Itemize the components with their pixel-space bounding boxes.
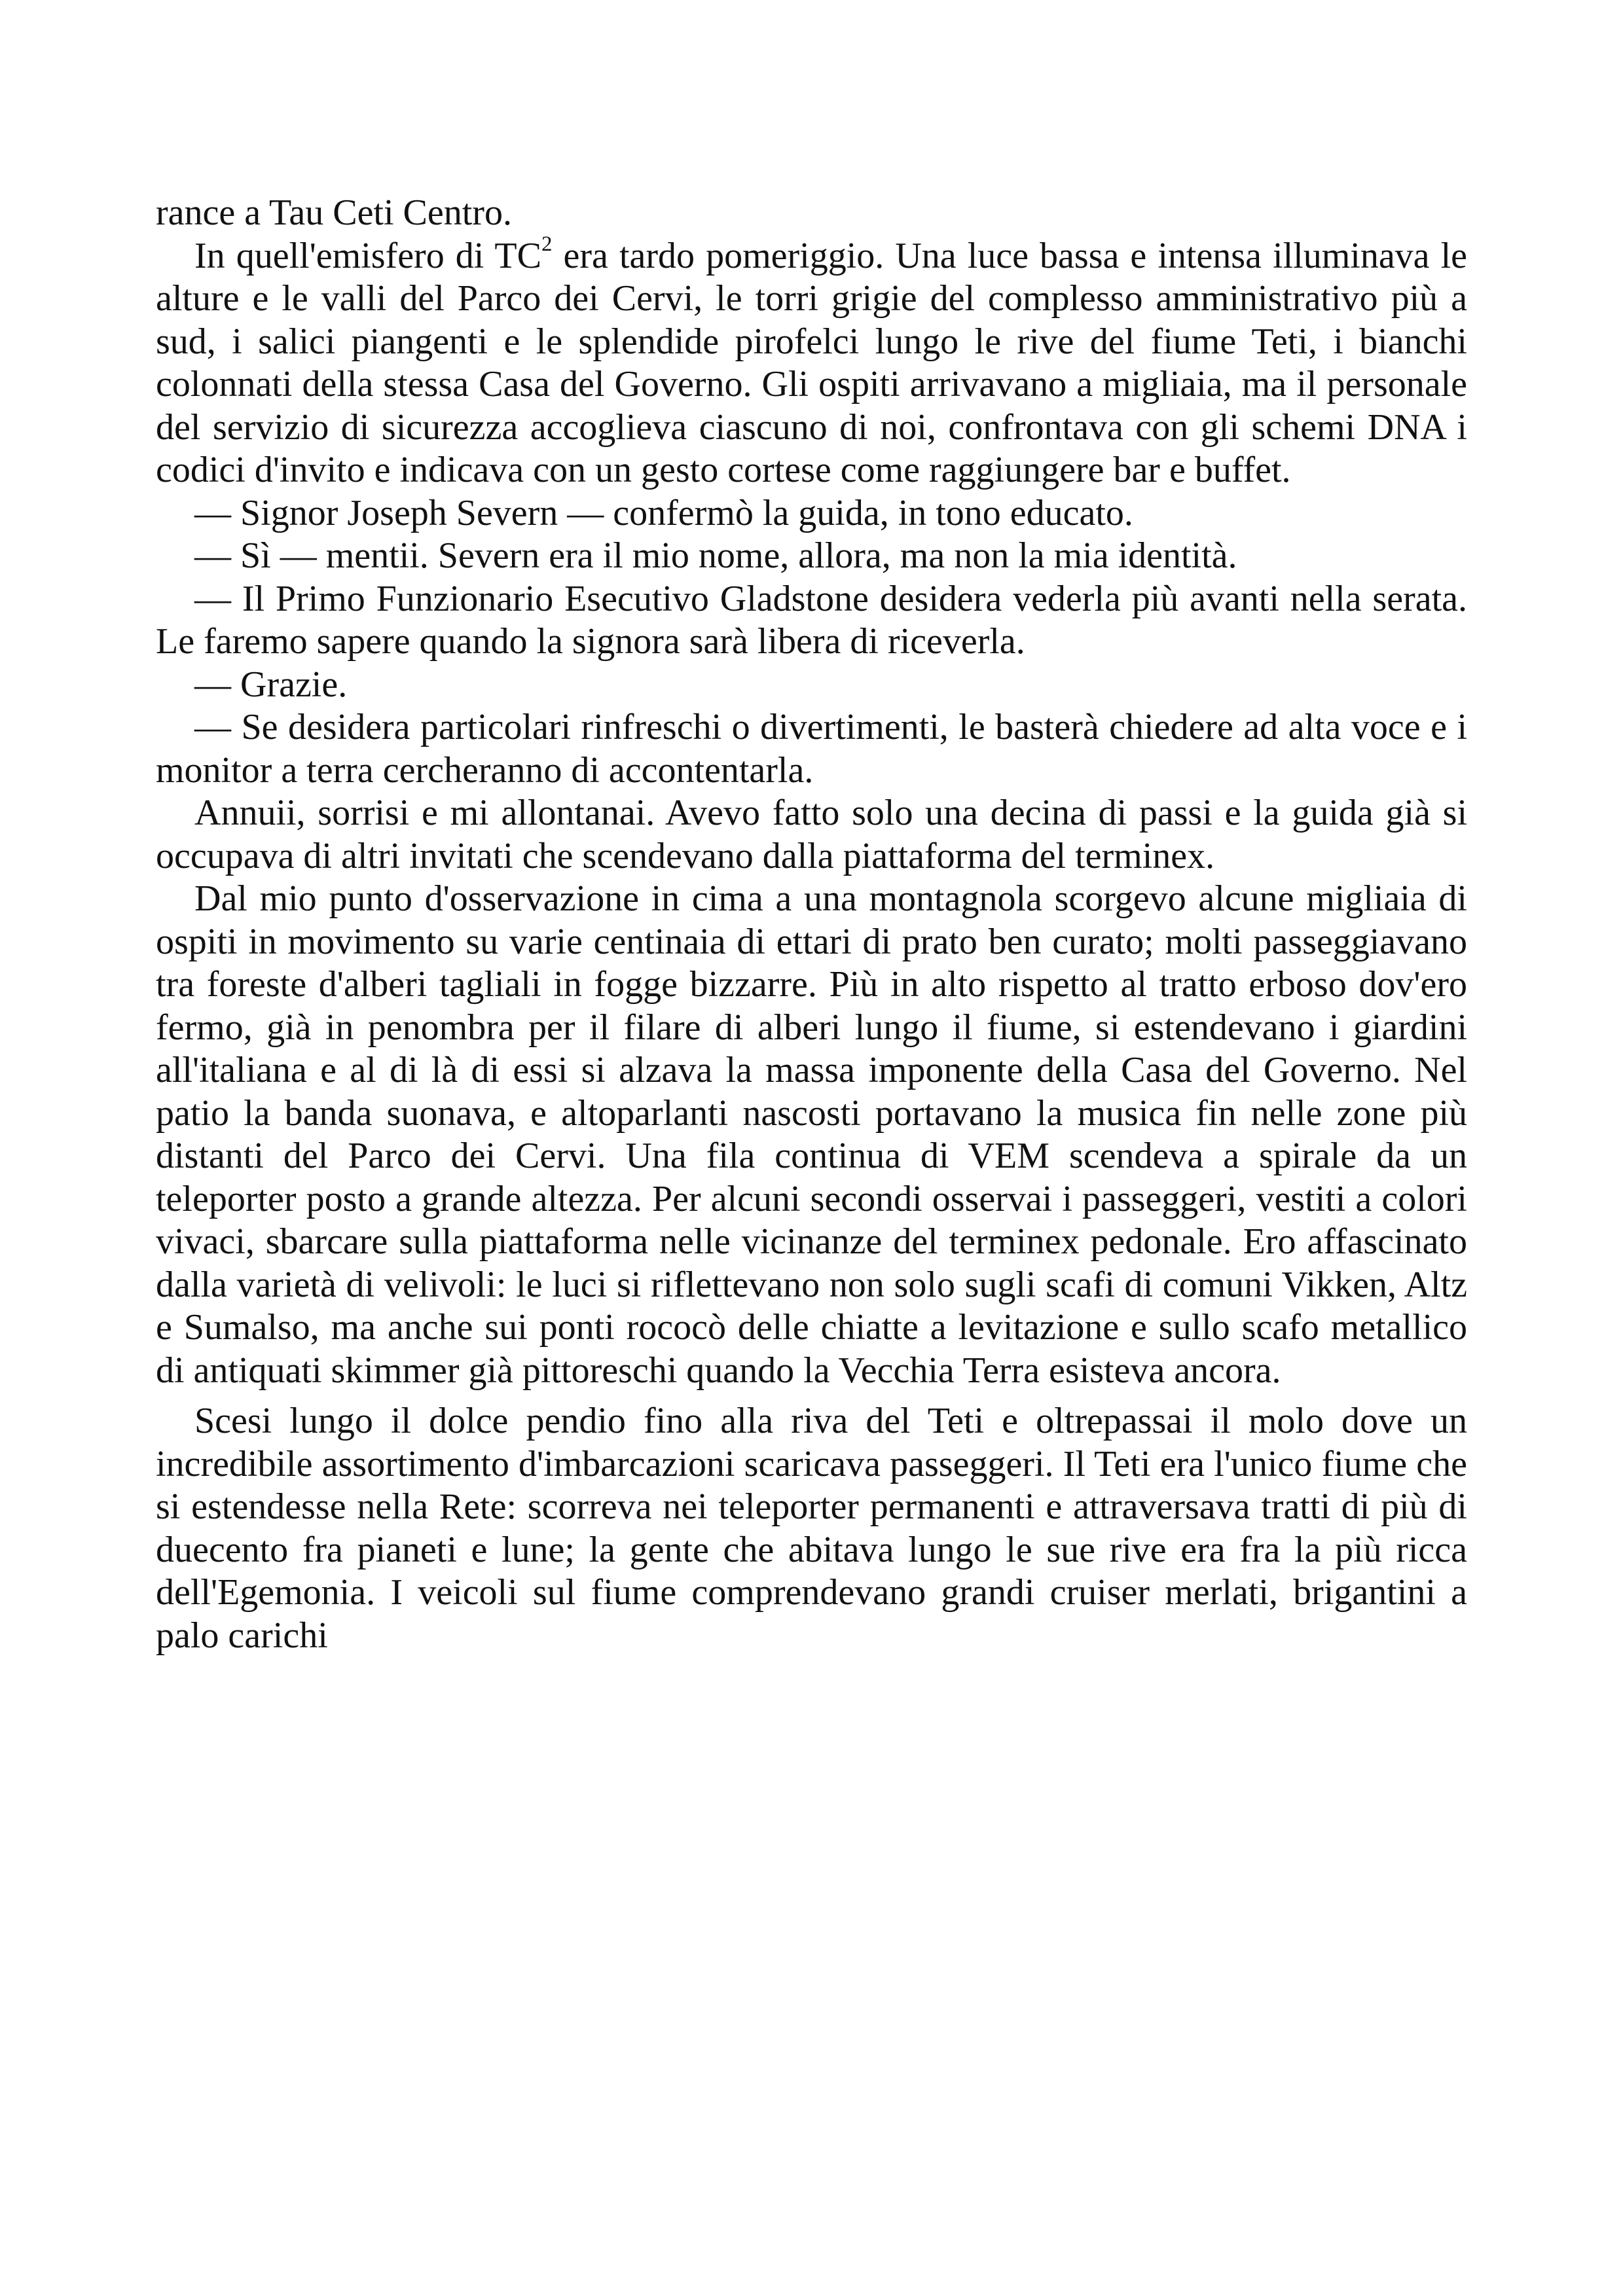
paragraph-river: Scesi lungo il dolce pendio fino alla riva del Teti e oltrepassai il molo dove un incredibile assortimento d'imbarcazioni scaricava passeggeri. Il Teti era l'unico fiume che si estendesse nella Rete: scorreva nei teleporter permanenti e attraversava tratti di più di duecento fra pianeti e lune; la gente che abitava lungo le sue rive era fra la più ricca dell'Egemonia. I veicoli sul fiume comprendevano grandi cruiser merlati, brigantini a palo carichi [156, 1401, 1467, 1656]
dialogue-gladstone: — Il Primo Funzionario Esecutivo Gladstone desidera vederla più avanti nella serata. Le faremo sapere quando la signora sarà libera di riceverla. [156, 578, 1467, 662]
superscript-2: 2 [541, 232, 553, 256]
page-text [156, 192, 1467, 1657]
paragraph-viewpoint: Dal mio punto d'osservazione in cima a una montagnola scorgevo alcune migliaia di ospiti in movimento su varie centinaia di ettari di prato ben curato; molti passeggiavano tra foreste d'alberi tagliali in fogge bizzarre. Più in alto rispetto al tratto erboso dov'ero fermo, già in penombra per il filare di alberi lungo il fiume, si estendevano i giardini all'italiana e al di là di essi si alzava la massa imponente della Casa del Governo. Nel patio la banda suonava, e altoparlanti nascosti portavano la musica fin nelle zone più distanti del Parco dei Cervi. Una fila continua di VEM scendeva a spirale da un teleporter posto a grande altezza. Per alcuni secondi osservai i passeggeri, vestiti a colori vivaci, sbarcare sulla piattaforma nelle vicinanze del terminex pedonale. Ero affascinato dalla varietà di velivoli: le luci si riflettevano non solo sugli scafi di comuni Vikken, Altz e Sumalso, ma anche sui ponti rococò delle chiatte a levitazione e sullo scafo metallico di antiquati skimmer già pittoreschi quando la Vecchia Terra esisteva ancora. [156, 878, 1467, 1391]
paragraph-afternoon-start: In quell'emisfero di TC [194, 235, 541, 276]
dialogue-guide: — Signor Joseph Severn — confermò la guida, in tono educato. [194, 492, 1133, 533]
dialogue-refreshments: — Se desidera particolari rinfreschi o divertimenti, le basterà chiedere ad alta voce e i monitor a terra cercheranno di accontentarla. [156, 707, 1467, 791]
paragraph-afternoon-rest: era tardo pomeriggio. Una luce bassa e intensa illuminava le alture e le valli del Parco dei Cervi, le torri grigie del complesso amministrativo più a sud, i salici piangenti e le splendide pirofelci lungo le rive del fiume Teti, i bianchi colonnati della stessa Casa del Governo. Gli ospiti arrivavano a migliaia, ma il personale del servizio di sicurezza accoglieva ciascuno di noi, confrontava con gli schemi DNA i codici d'invito e indicava con un gesto cortese come raggiungere bar e buffet. [156, 235, 1468, 490]
dialogue-thanks: — Grazie. [194, 664, 348, 705]
dialogue-reply: — Sì — mentii. Severn era il mio nome, allora, ma non la mia identità. [194, 535, 1237, 576]
paragraph-afternoon [156, 232, 1468, 492]
paragraph-continuation: rance a Tau Ceti Centro. [156, 192, 512, 233]
paragraph-nodded: Annuii, sorrisi e mi allontanai. Avevo fatto solo una decina di passi e la guida già si occupava di altri invitati che scendevano dalla piattaforma del terminex. [156, 793, 1467, 876]
